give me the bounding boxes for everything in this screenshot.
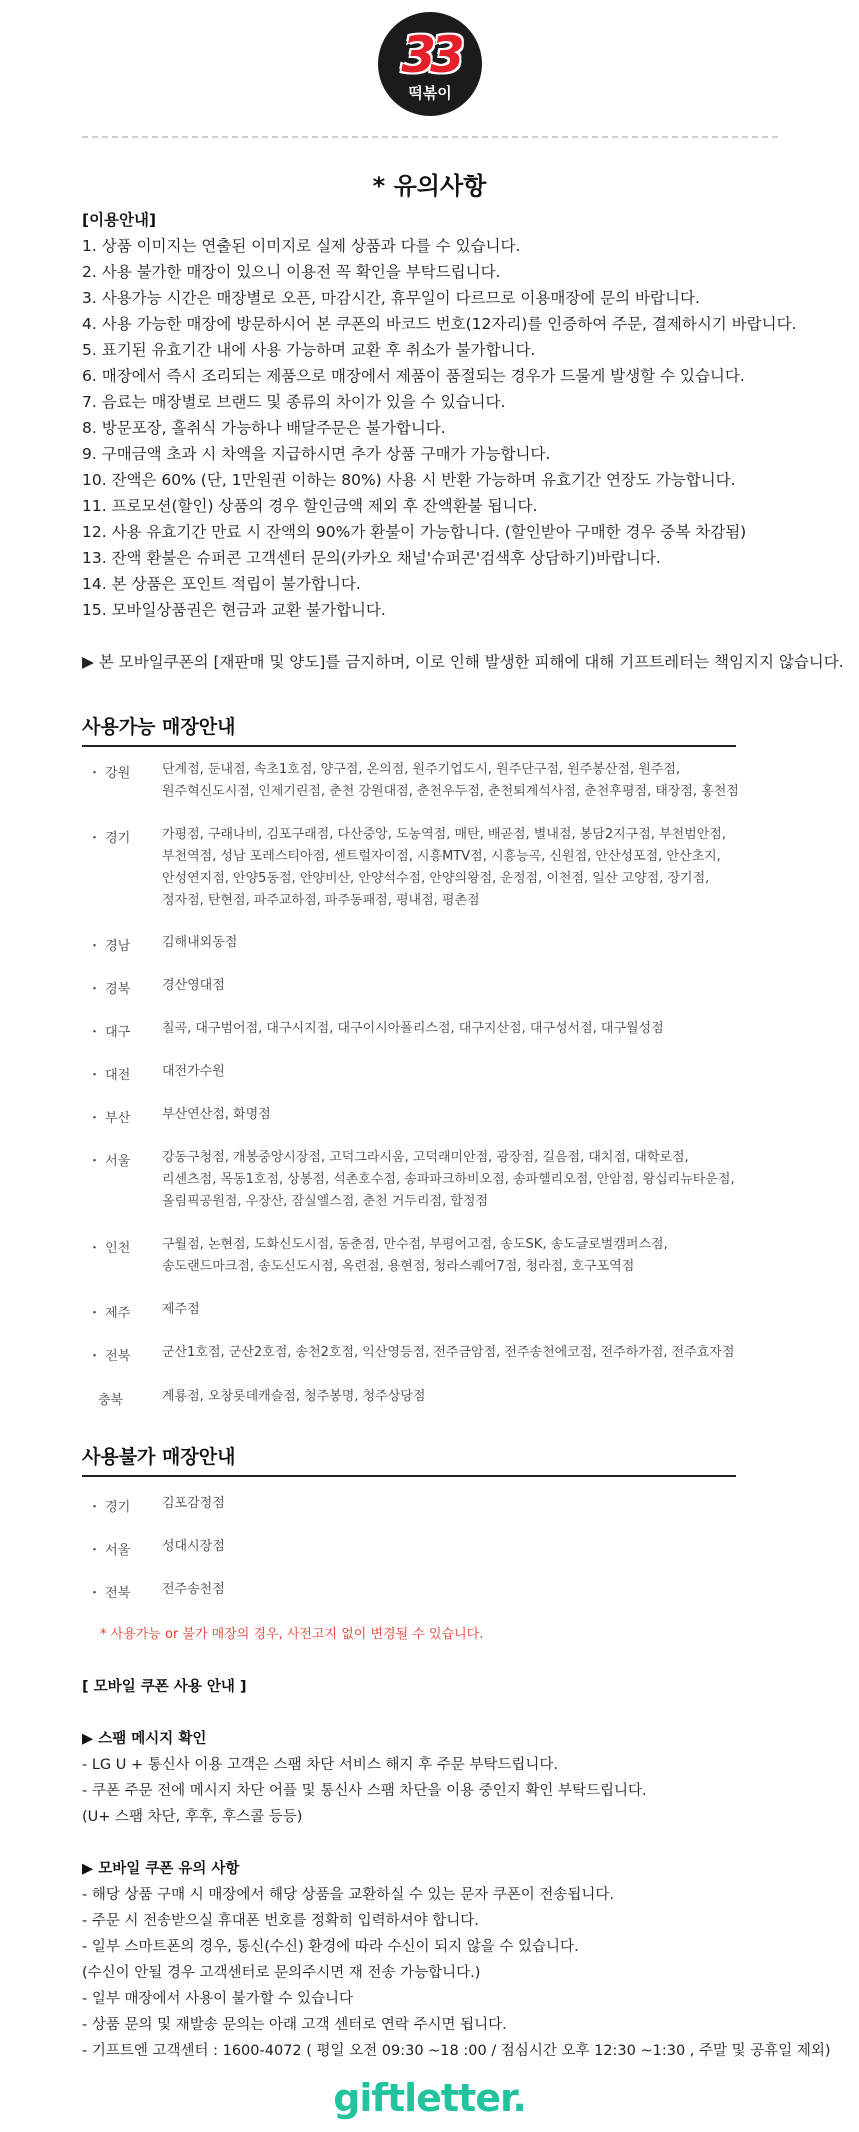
unavailable-stores-title: 사용불가 매장안내: [82, 1442, 736, 1477]
mobile-coupon-guide: [82, 1674, 822, 1700]
store-line: 올림픽공원점, 우장산, 잠실엘스점, 춘천 거두리점, 합정점: [162, 1194, 489, 1209]
region-label: ・ 제주: [88, 1306, 131, 1321]
store-list: [162, 1018, 782, 1040]
usage-section-label: [이용안내]: [82, 211, 157, 229]
region-label: ・ 경기: [88, 831, 131, 846]
notice-item: 11. 프로모션(할인) 상품의 경우 할인금액 제외 후 잔액환불 됩니다.: [82, 497, 538, 515]
notice-item: 3. 사용가능 시간은 매장별로 오픈, 마감시간, 휴무일이 다르므로 이용매장에 문의 바랍니다.: [82, 289, 700, 307]
store-line: 구월점, 논현점, 도화신도시점, 동춘점, 만수점, 부평어고점, 송도SK, 송도글로벌캠퍼스점,: [162, 1237, 668, 1252]
notice-title: * 유의사항: [372, 172, 487, 200]
region-label: ・ 인천: [88, 1241, 131, 1256]
logo-circle: [378, 12, 482, 116]
region-label: ・ 서울: [88, 1154, 131, 1169]
store-list: [162, 1299, 782, 1321]
store-list: [162, 1579, 782, 1601]
mobile-coupon-title: [ 모바일 쿠폰 사용 안내 ]: [82, 1679, 247, 1695]
notice-item: 15. 모바일상품권은 현금과 교환 불가합니다.: [82, 601, 386, 619]
notice-item: 5. 표기된 유효기간 내에 사용 가능하며 교환 후 취소가 불가합니다.: [82, 341, 536, 359]
region-label: ・ 부산: [88, 1111, 131, 1126]
store-line: 전주송천점: [162, 1582, 225, 1597]
store-list: [162, 1536, 782, 1558]
notice-item: 4. 사용 가능한 매장에 방문하시어 본 쿠폰의 바코드 번호(12자리)를 인증하여 주문, 결제하시기 바랍니다.: [82, 315, 797, 333]
region-label: 충북: [98, 1393, 124, 1408]
region-label: ・ 서울: [88, 1543, 131, 1558]
brand-logo: [378, 12, 482, 116]
resale-warning: ▶ 본 모바일쿠폰의 [재판매 및 양도]를 금지하며, 이로 인해 발생한 피해에 대해 기프트레터는 책임지지 않습니다.: [82, 653, 844, 671]
store-line: 대전가수원: [162, 1064, 225, 1079]
store-line: 부산연산점, 화명점: [162, 1107, 271, 1122]
store-list: [162, 1386, 782, 1408]
store-line: 제주점: [162, 1302, 200, 1317]
region-label: ・ 대전: [88, 1068, 131, 1083]
spam-section: [82, 1726, 822, 1830]
store-line: 안성연지점, 안양5동점, 안양비산, 안양석수점, 안양의왕점, 운정점, 이천점, 일산 고양점, 장기점,: [162, 871, 710, 886]
spam-line: - LG U + 통신사 이용 고객은 스팸 차단 서비스 해지 후 주문 부탁드립니다.: [82, 1757, 559, 1773]
store-list: [162, 1104, 782, 1126]
notice-item: 14. 본 상품은 포인트 적립이 불가합니다.: [82, 575, 361, 593]
store-list: [162, 975, 782, 997]
notice-item: 9. 구매금액 초과 시 차액을 지급하시면 추가 상품 구매가 가능합니다.: [82, 445, 551, 463]
usage-notice: [82, 207, 802, 623]
spam-line: - 쿠폰 주문 전에 메시지 차단 어플 및 통신사 스팸 차단을 이용 중인지 확인 부탁드립니다.: [82, 1783, 647, 1799]
giftletter-logo: giftletter.: [333, 2076, 526, 2120]
store-line: 계룡점, 오창롯데캐슬점, 청주봉명, 청주상당점: [162, 1389, 426, 1404]
store-list: [162, 1147, 782, 1213]
store-line: 성대시장점: [162, 1539, 225, 1554]
caution-line: - 해당 상품 구매 시 매장에서 해당 상품을 교환하실 수 있는 문자 쿠폰이 전송됩니다.: [82, 1887, 614, 1903]
notice-item: 12. 사용 유효기간 만료 시 잔액의 90%가 환불이 가능합니다. (할인받아 구매한 경우 중복 차감됨): [82, 523, 747, 541]
region-label: ・ 강원: [88, 766, 131, 781]
region-label: ・ 경남: [88, 939, 131, 954]
spam-line: (U+ 스팸 차단, 후후, 후스콜 등등): [82, 1809, 303, 1825]
store-line: 부천역점, 성남 포레스티아점, 센트럴자이점, 시흥MTV점, 시흥능곡, 신원점, 안산성포점, 안산초지,: [162, 849, 721, 864]
store-list: [162, 824, 782, 912]
notice-item: 7. 음료는 매장별로 브랜드 및 종류의 차이가 있을 수 있습니다.: [82, 393, 506, 411]
caution-title: ▶ 모바일 쿠폰 유의 사항: [82, 1861, 240, 1877]
store-list: [162, 1061, 782, 1083]
logo-number: 33: [401, 26, 459, 84]
store-list: [162, 759, 782, 803]
region-label: ・ 경기: [88, 1500, 131, 1515]
store-line: 김해내외동점: [162, 935, 238, 950]
store-line: 강동구청점, 개봉중앙시장점, 고덕그라시움, 고덕래미안점, 광장점, 길음점, 대치점, 대학로점,: [162, 1150, 689, 1165]
region-label: ・ 전북: [88, 1349, 131, 1364]
store-line: 리센츠점, 목동1호점, 상봉점, 석촌호수점, 송파파크하비오점, 송파헬리오점, 안암점, 왕십리뉴타운점,: [162, 1172, 735, 1187]
caution-section: [82, 1856, 831, 2064]
store-line: 가평점, 구래나비, 김포구래점, 다산중앙, 도농역점, 매탄, 배곧점, 별내점, 봉담2지구점, 부천범안점,: [162, 827, 726, 842]
available-stores-title: 사용가능 매장안내: [82, 712, 736, 747]
store-list: [162, 1342, 782, 1364]
logo-subtitle: 떡볶이: [408, 84, 452, 102]
caution-line: (수신이 안될 경우 고객센터로 문의주시면 재 전송 가능합니다.): [82, 1965, 481, 1981]
store-line: 송도랜드마크점, 송도신도시점, 옥련점, 용현점, 청라스퀘어7점, 청라점, 호구포역점: [162, 1259, 635, 1274]
notice-item: 8. 방문포장, 홀취식 가능하나 배달주문은 불가합니다.: [82, 419, 446, 437]
notice-item: 1. 상품 이미지는 연출된 이미지로 실제 상품과 다를 수 있습니다.: [82, 237, 521, 255]
caution-line: - 주문 시 전송받으실 휴대폰 번호를 정확히 입력하셔야 합니다.: [82, 1913, 479, 1929]
store-line: 경산영대점: [162, 978, 225, 993]
caution-line: - 기프트엔 고객센터 : 1600-4072 ( 평일 오전 09:30 ~18 :00 / 점심시간 오후 12:30 ~1:30 , 주말 및 공휴일 제외): [82, 2043, 831, 2059]
change-notice: * 사용가능 or 불가 매장의 경우, 사전고지 없이 변경될 수 있습니다.: [100, 1627, 484, 1642]
caution-line: - 일부 스마트폰의 경우, 통신(수신) 환경에 따라 수신이 되지 않을 수 있습니다.: [82, 1939, 579, 1955]
region-label: ・ 대구: [88, 1025, 131, 1040]
caution-line: - 상품 문의 및 재발송 문의는 아래 고객 센터로 연락 주시면 됩니다.: [82, 2017, 507, 2033]
top-divider: [82, 136, 778, 138]
notice-item: 6. 매장에서 즉시 조리되는 제품으로 매장에서 제품이 품절되는 경우가 드물게 발생할 수 있습니다.: [82, 367, 745, 385]
store-line: 원주혁신도시점, 인제기린점, 춘천 강원대점, 춘천우두점, 춘천퇴계석사점, 춘천후평점, 태장점, 홍천점: [162, 784, 739, 799]
region-label: ・ 경북: [88, 982, 131, 997]
store-list: [162, 932, 782, 954]
store-line: 칠곡, 대구범어점, 대구시지점, 대구이시아폴리스점, 대구지산점, 대구성서점, 대구월성점: [162, 1021, 664, 1036]
notice-item: 10. 잔액은 60% (단, 1만원권 이하는 80%) 사용 시 반환 가능하며 유효기간 연장도 가능합니다.: [82, 471, 736, 489]
region-label: ・ 전북: [88, 1586, 131, 1601]
store-line: 군산1호점, 군산2호점, 송천2호점, 익산영등점, 전주금암점, 전주송천에코점, 전주하가점, 전주효자점: [162, 1345, 735, 1360]
notice-item: 13. 잔액 환불은 슈퍼콘 고객센터 문의(카카오 채널'슈퍼콘'검색후 상담하기)바랍니다.: [82, 549, 661, 567]
store-list: [162, 1493, 782, 1515]
caution-line: - 일부 매장에서 사용이 불가할 수 있습니다: [82, 1991, 354, 2007]
notice-item: 2. 사용 불가한 매장이 있으니 이용전 꼭 확인을 부탁드립니다.: [82, 263, 501, 281]
store-line: 정자점, 탄현점, 파주교하점, 파주동패점, 평내점, 평촌점: [162, 893, 480, 908]
store-line: 단계점, 둔내점, 속초1호점, 양구점, 온의점, 원주기업도시, 원주단구점, 원주봉산점, 원주점,: [162, 762, 681, 777]
spam-title: ▶ 스팸 메시지 확인: [82, 1731, 207, 1747]
store-line: 김포감정점: [162, 1496, 225, 1511]
store-list: [162, 1234, 782, 1278]
